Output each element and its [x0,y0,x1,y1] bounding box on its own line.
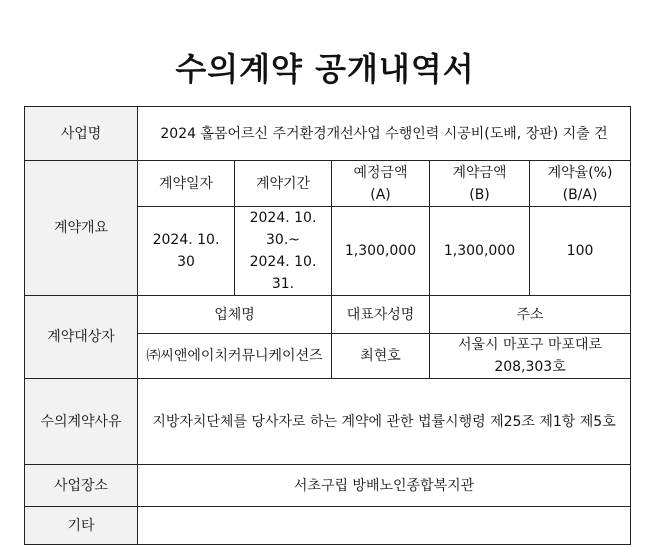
document-title: 수의계약 공개내역서 [175,50,475,88]
contract-rate-value: 100 [530,207,631,296]
contract-period-value [235,207,332,296]
counterparty-header-row [25,296,631,334]
reason-value: 지방자치단체를 당사자로 하는 계약에 관한 법률시행령 제25조 제1항 제5호 [138,379,631,465]
representative-value: 최현호 [332,334,430,379]
contract-amount-header [430,161,530,207]
contract-amount-header-line1: 계약금액 [452,164,507,181]
location-value: 서초구립 방배노인종합복지관 [138,465,631,507]
address-value [430,334,631,379]
counterparty-label: 계약대상자 [25,296,138,379]
company-name-value: ㈜씨앤에이치커뮤니케이션즈 [138,334,332,379]
project-name-row [25,107,631,161]
contract-period-end: 2024. 10. 31. [249,254,317,292]
contract-period-start: 2024. 10. 30.~ [249,210,317,248]
company-name-header: 업체명 [138,296,332,334]
reason-row [25,379,631,465]
disclosure-table [24,106,631,545]
reason-label: 수의계약사유 [25,379,138,465]
other-value [138,507,631,545]
contract-period-header: 계약기간 [235,161,332,207]
contract-rate-header-line2: (B/A) [562,186,598,203]
contract-date-value: 2024. 10. 30 [138,207,235,296]
project-name-label: 사업명 [25,107,138,161]
address-header: 주소 [430,296,631,334]
contract-amount-value: 1,300,000 [430,207,530,296]
address-line2: 208,303호 [494,359,566,375]
location-row [25,465,631,507]
representative-header: 대표자성명 [332,296,430,334]
other-label: 기타 [25,507,138,545]
contract-rate-header [530,161,631,207]
contract-amount-header-line2: (B) [469,186,490,203]
address-line1: 서울시 마포구 마포대로 [457,337,603,353]
estimated-amount-header-line2: (A) [370,186,391,203]
contract-rate-header-line1: 계약율(%) [547,164,613,181]
contract-date-header: 계약일자 [138,161,235,207]
estimated-amount-value: 1,300,000 [332,207,430,296]
project-name-value: 2024 홀몸어르신 주거환경개선사업 수행인력 시공비(도배, 장판) 지출 건 [138,107,631,161]
estimated-amount-header-line1: 예정금액 [353,164,408,181]
other-row [25,507,631,545]
estimated-amount-header [332,161,430,207]
contract-overview-header-row [25,161,631,207]
location-label: 사업장소 [25,465,138,507]
contract-overview-label: 계약개요 [25,161,138,296]
